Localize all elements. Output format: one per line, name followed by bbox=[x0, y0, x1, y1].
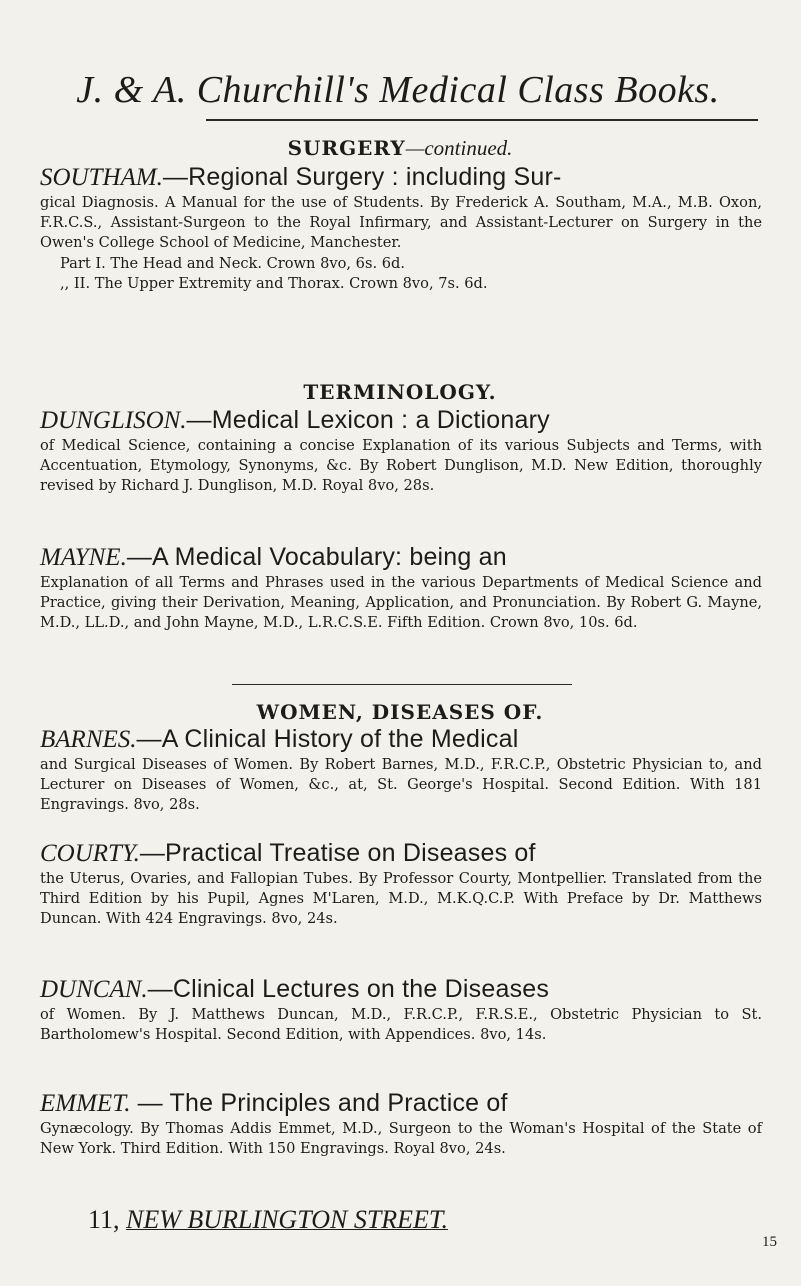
entry-author: DUNGLISON. bbox=[40, 407, 187, 434]
entry-title: —A Clinical History of the Medical bbox=[136, 725, 519, 753]
entry-dunglison bbox=[40, 405, 762, 497]
entry-author: MAYNE. bbox=[40, 544, 127, 571]
publisher-address bbox=[88, 1205, 448, 1235]
entry-title: —Regional Surgery : including Sur- bbox=[162, 163, 562, 191]
entry-title: —Clinical Lectures on the Diseases bbox=[147, 975, 550, 1003]
entry-body: the Uterus, Ovaries, and Fallopian Tubes. By Professor Courty, Montpellier. Translated from the Third Edition by his Pupil, Agnes M'Laren, M.D., M.K.Q.C.P. With Preface by Dr. Matthews Duncan. With 424 Engravings. 8vo, 24s. bbox=[40, 870, 762, 928]
entry-part-line: Part I. The Head and Neck. Crown 8vo, 6s. 6d. bbox=[60, 254, 405, 272]
entry-author: BARNES. bbox=[40, 726, 137, 753]
section-heading-text: SURGERY bbox=[287, 136, 406, 160]
entry-heading bbox=[40, 974, 762, 1005]
page-header-title: J. & A. Churchill's Medical Class Books. bbox=[76, 69, 720, 111]
section-heading-women: WOMEN, DISEASES OF. bbox=[256, 700, 544, 724]
entry-heading bbox=[40, 405, 762, 436]
entry-author: EMMET. bbox=[40, 1090, 131, 1117]
entry-title: —A Medical Vocabulary: being an bbox=[126, 543, 507, 571]
entry-barnes bbox=[40, 724, 762, 816]
entry-emmet bbox=[40, 1088, 762, 1159]
page-number: 15 bbox=[762, 1234, 777, 1250]
entry-title: —Medical Lexicon : a Dictionary bbox=[186, 406, 550, 434]
entry-heading bbox=[40, 1088, 762, 1119]
entry-title: —Practical Treatise on Diseases of bbox=[139, 839, 536, 867]
header-rule bbox=[206, 119, 758, 121]
entry-part-line: ,, II. The Upper Extremity and Thorax. Crown 8vo, 7s. 6d. bbox=[60, 274, 488, 292]
entry-title: — The Principles and Practice of bbox=[130, 1089, 508, 1117]
entry-duncan bbox=[40, 974, 762, 1045]
entry-body: of Medical Science, containing a concise Explanation of its various Subjects and Terms, with Accentuation, Etymology, Synonyms, &c. By Robert Dunglison, M.D. New Edition, thoroughly revised by Richard J. Dunglison, M.D. Royal 8vo, 28s. bbox=[40, 437, 762, 495]
entry-body: Gynæcology. By Thomas Addis Emmet, M.D., Surgeon to the Woman's Hospital of the State of New York. Third Edition. With 150 Engravings. Royal 8vo, 24s. bbox=[40, 1120, 762, 1158]
entry-body: gical Diagnosis. A Manual for the use of Students. By Frederick A. Southam, M.A., M.B. Oxon, F.R.C.S., Assistant-Surgeon to the Royal Infirmary, and Assistant-Lecturer on Surgery in the Owen's College School of Medicine, Manchester. bbox=[40, 194, 762, 252]
section-heading-terminology: TERMINOLOGY. bbox=[303, 380, 497, 404]
entry-body: Explanation of all Terms and Phrases used in the various Departments of Medical Science and Practice, giving their Derivation, Meaning, Application, and Pronunciation. By Robert G. Mayne, M.D., LL.D., and John Mayne, M.D., L.R.C.S.E. Fifth Edition. Crown 8vo, 10s. 6d. bbox=[40, 574, 762, 632]
entry-heading bbox=[40, 162, 762, 193]
entry-author: DUNCAN. bbox=[40, 976, 148, 1003]
section-heading-suffix: —continued. bbox=[405, 136, 513, 160]
entry-body: of Women. By J. Matthews Duncan, M.D., F.R.C.P., F.R.S.E., Obstetric Physician to St. Bartholomew's Hospital. Second Edition, with Appendices. 8vo, 14s. bbox=[40, 1006, 762, 1044]
address-number: 11, bbox=[88, 1205, 120, 1234]
section-heading-surgery bbox=[40, 136, 760, 161]
entry-heading bbox=[40, 724, 762, 755]
entry-mayne bbox=[40, 542, 762, 634]
entry-author: COURTY. bbox=[40, 840, 140, 867]
section-rule bbox=[232, 684, 572, 685]
entry-heading bbox=[40, 542, 762, 573]
entry-courty bbox=[40, 838, 762, 930]
entry-author: SOUTHAM. bbox=[40, 164, 163, 191]
entry-body: and Surgical Diseases of Women. By Robert Barnes, M.D., F.R.C.P., Obstetric Physician to, and Lecturer on Diseases of Women, &c., at, St. George's Hospital. Second Edition. With 181 Engravings. 8vo, 28s. bbox=[40, 756, 762, 814]
entry-southam bbox=[40, 162, 762, 294]
address-street: NEW BURLINGTON STREET. bbox=[126, 1205, 448, 1234]
entry-heading bbox=[40, 838, 762, 869]
